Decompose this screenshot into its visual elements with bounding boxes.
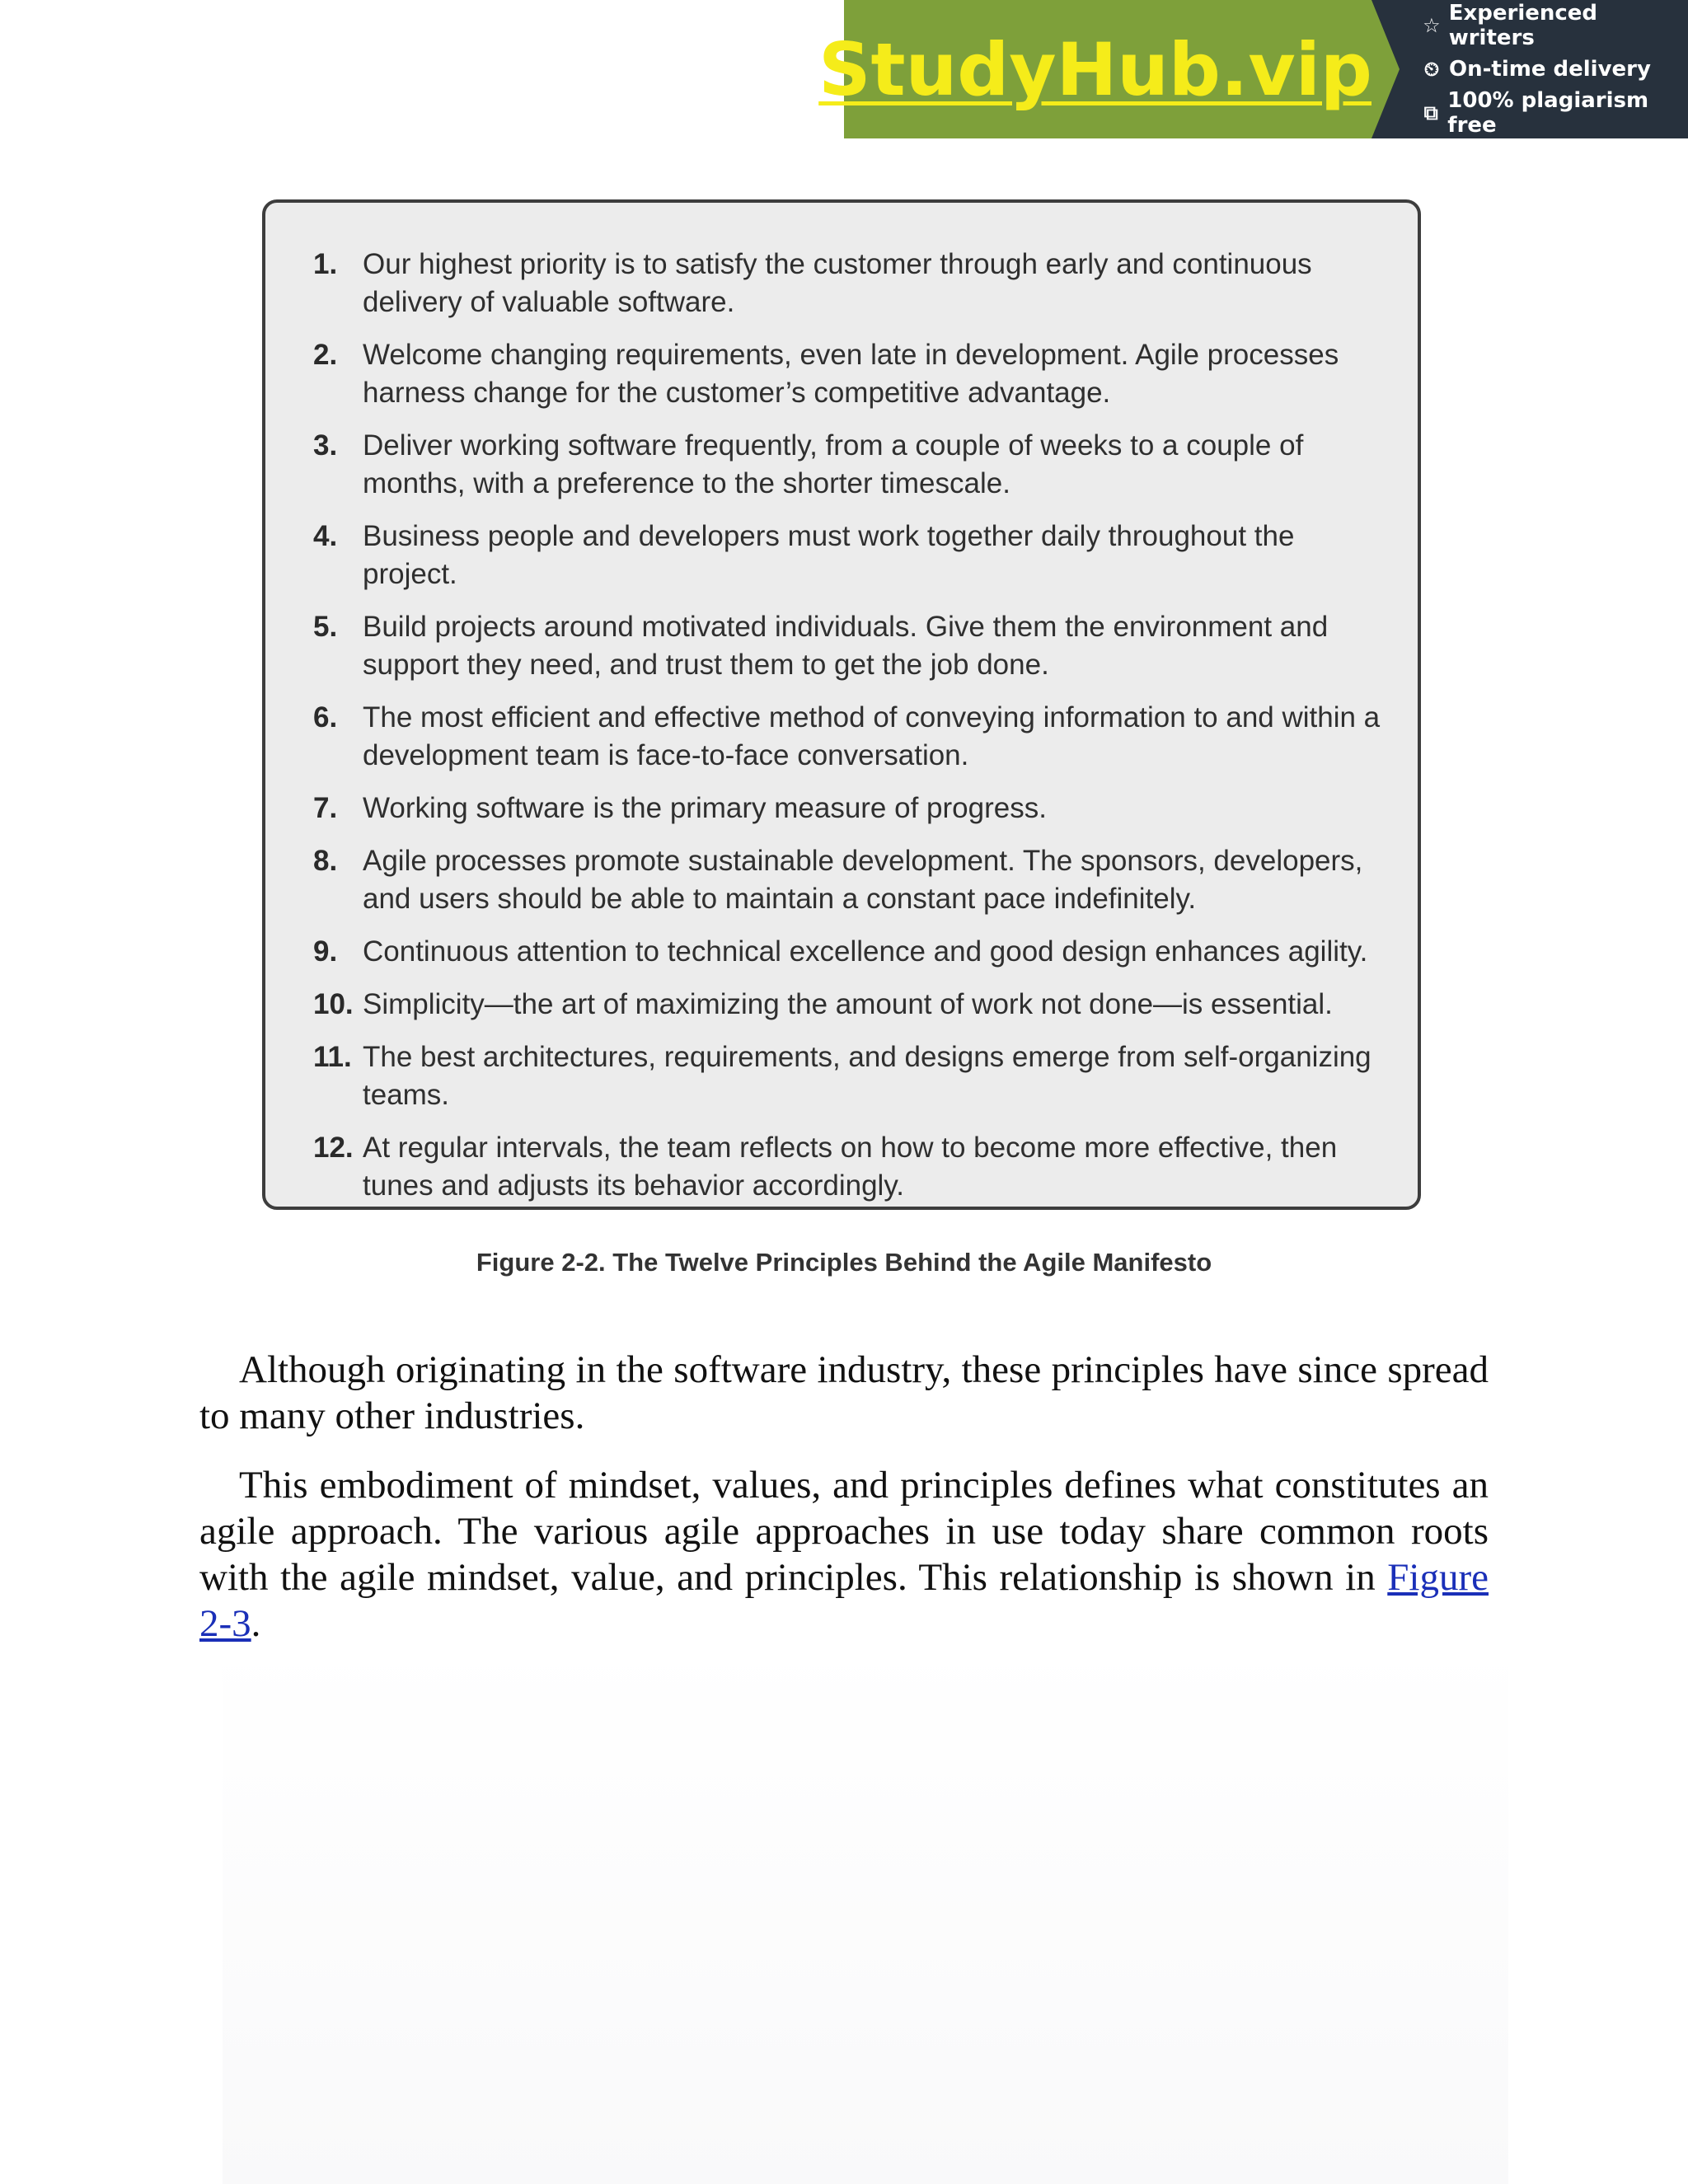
principles-figure — [262, 199, 1421, 1210]
brand-logo[interactable]: StudyHub.vip — [818, 26, 1372, 112]
principle-text: Build projects around motivated individuals. Give them the environment and support they need, and trust them to get the job done. — [363, 611, 1329, 681]
principle-number: 5. — [313, 611, 338, 643]
principle-number: 8. — [313, 845, 338, 877]
principle-item — [313, 790, 1385, 827]
brand-panel — [818, 0, 1372, 138]
principle-text: The best architectures, requirements, and designs emerge from self-organizing teams. — [363, 1041, 1372, 1111]
figure-caption: Figure 2-2. The Twelve Principles Behind the Agile Manifesto — [476, 1248, 1212, 1277]
principle-item — [313, 1038, 1385, 1114]
page-shading — [223, 1640, 1508, 2184]
principle-text: Business people and developers must work together daily throughout the project. — [363, 520, 1295, 590]
principle-number: 10. — [313, 988, 354, 1020]
copy-icon: ⧉ — [1423, 101, 1438, 124]
clock-icon: ⏲ — [1423, 58, 1440, 81]
principle-item — [313, 842, 1385, 918]
feature-on-time-delivery — [1421, 57, 1688, 82]
paragraph-text: This embodiment of mindset, values, and principles defines what constitutes an agile approach. The various agile approaches in use today share common roots with the agile mindset, value, and principles. This relationship is shown in — [199, 1464, 1489, 1599]
feature-label: Experienced writers — [1448, 1, 1598, 50]
principles-list — [313, 246, 1385, 1205]
principle-text: Our highest priority is to satisfy the customer through early and continuous delivery of valuable software. — [363, 248, 1312, 318]
principle-item — [313, 427, 1385, 503]
principle-text: Deliver working software frequently, from a couple of weeks to a couple of months, with a preference to the shorter timescale. — [363, 429, 1304, 499]
feature-label: On-time delivery — [1449, 57, 1651, 82]
figure-2-3-link[interactable]: Figure 2-3 — [199, 1556, 1489, 1645]
principle-text: Simplicity—the art of maximizing the amount of work not done—is essential. — [363, 988, 1333, 1020]
principle-number: 2. — [313, 339, 338, 371]
paragraph-origin: Although originating in the software industry, these principles have since spread to many other industries. — [199, 1348, 1489, 1437]
feature-experienced-writers — [1421, 1, 1688, 50]
principle-text: Working software is the primary measure of progress. — [363, 792, 1047, 824]
principle-item — [313, 608, 1385, 684]
studyhub-banner[interactable] — [818, 0, 1688, 138]
principle-item — [313, 699, 1385, 775]
principle-item — [313, 518, 1385, 593]
principle-number: 7. — [313, 792, 338, 824]
principle-text: The most efficient and effective method of conveying information to and within a development team is face-to-face conversation. — [363, 701, 1381, 771]
paragraph-end: . — [251, 1602, 261, 1645]
paragraph-agile-approach — [199, 1462, 1489, 1647]
principle-number: 3. — [313, 429, 338, 462]
principle-item — [313, 336, 1385, 412]
principle-item — [313, 933, 1385, 971]
principle-number: 11. — [313, 1041, 352, 1073]
principle-item — [313, 986, 1385, 1024]
principle-number: 1. — [313, 248, 338, 280]
principle-number: 4. — [313, 520, 338, 552]
principle-text: At regular intervals, the team reflects on how to become more effective, then tunes and adjusts its behavior accordingly. — [363, 1132, 1338, 1202]
feature-plagiarism-free — [1421, 88, 1688, 138]
principle-number: 6. — [313, 701, 338, 733]
features-panel — [1372, 0, 1688, 138]
star-icon: ☆ — [1423, 14, 1441, 37]
principle-item — [313, 246, 1385, 321]
principle-text: Agile processes promote sustainable development. The sponsors, developers, and users should be able to maintain a constant pace indefinitely. — [363, 845, 1363, 915]
principle-text: Continuous attention to technical excellence and good design enhances agility. — [363, 935, 1368, 968]
principle-number: 12. — [313, 1132, 354, 1164]
principle-number: 9. — [313, 935, 338, 968]
feature-label: 100% plagiarism free — [1447, 88, 1649, 138]
principle-item — [313, 1129, 1385, 1205]
principle-text: Welcome changing requirements, even late in development. Agile processes harness change for the customer’s competitive advantage. — [363, 339, 1339, 409]
